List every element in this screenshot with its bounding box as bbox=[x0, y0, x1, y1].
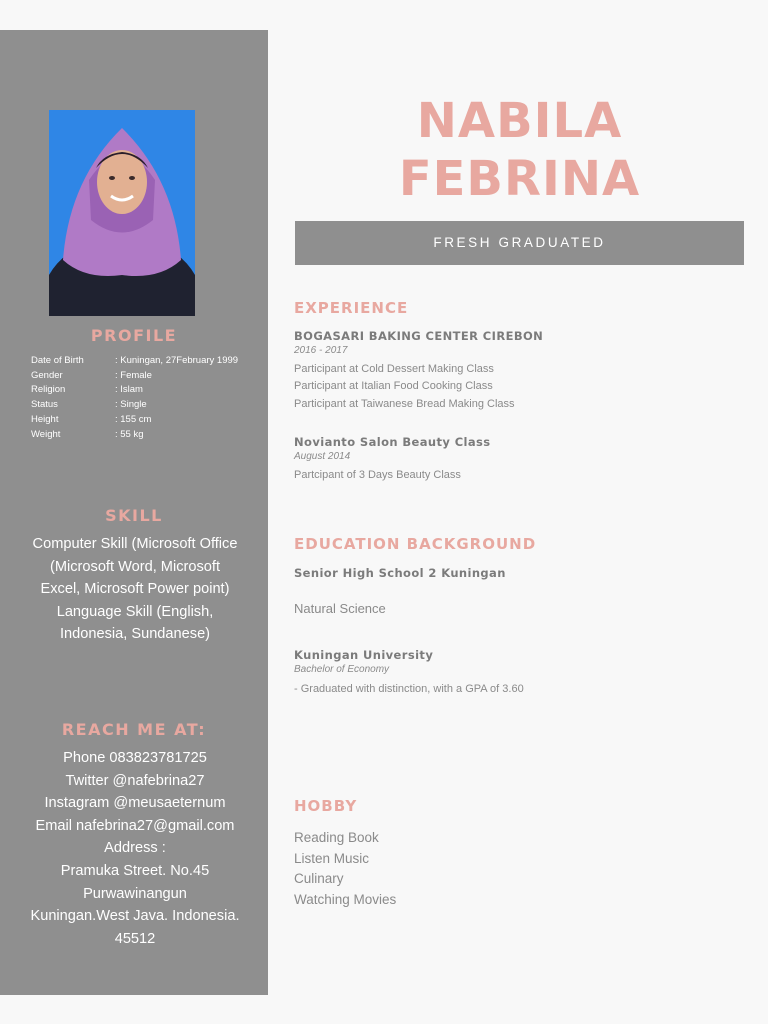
profile-row bbox=[31, 383, 256, 398]
experience-heading: EXPERIENCE bbox=[294, 299, 409, 317]
address-line: Pramuka Street. No.45 bbox=[60, 862, 210, 879]
hobby-item: Watching Movies bbox=[294, 891, 397, 907]
experience-date: 2016 - 2017 bbox=[294, 345, 348, 356]
experience-line: Participant at Cold Dessert Making Class bbox=[294, 363, 494, 375]
profile-value: : 155 cm bbox=[115, 413, 152, 425]
contact-email: Email nafebrina27@gmail.com bbox=[35, 817, 235, 834]
address-line: Kuningan.West Java. Indonesia. bbox=[30, 908, 240, 925]
education-degree: Bachelor of Economy bbox=[294, 664, 390, 675]
education-detail: Natural Science bbox=[294, 601, 386, 616]
profile-row bbox=[31, 369, 256, 384]
profile-row bbox=[31, 413, 256, 428]
experience-line: Participant at Taiwanese Bread Making Class bbox=[294, 397, 515, 410]
skill-line: Excel, Microsoft Power point) bbox=[40, 581, 230, 598]
experience-date: August 2014 bbox=[294, 451, 351, 462]
profile-row bbox=[31, 398, 256, 413]
profile-value: : Islam bbox=[115, 384, 143, 396]
skill-line: Indonesia, Sundanese) bbox=[59, 626, 211, 643]
hobby-item: Culinary bbox=[294, 871, 344, 887]
contact-twitter: Twitter @nafebrina27 bbox=[65, 772, 205, 789]
experience-line: Participant at Italian Food Cooking Class bbox=[294, 380, 493, 393]
skill-list bbox=[22, 533, 248, 646]
profile-key: Religion bbox=[31, 384, 66, 396]
profile-value: : Single bbox=[115, 399, 147, 411]
education-heading: EDUCATION BACKGROUND bbox=[294, 535, 537, 553]
profile-key: Gender bbox=[31, 369, 63, 381]
contact-list bbox=[22, 747, 248, 950]
hobby-list bbox=[294, 828, 396, 910]
reach-heading: REACH ME AT: bbox=[61, 720, 207, 739]
skill-line: (Microsoft Word, Microsoft bbox=[49, 558, 221, 575]
hobby-item: Listen Music bbox=[294, 850, 370, 866]
profile-table bbox=[31, 354, 256, 442]
experience-line: Partcipant of 3 Days Beauty Class bbox=[294, 469, 461, 481]
address-label: Address : bbox=[104, 840, 166, 857]
experience-details bbox=[294, 361, 515, 413]
address-line: Purwawinangun bbox=[83, 885, 187, 902]
skill-line: Language Skill (English, bbox=[56, 603, 214, 620]
profile-row bbox=[31, 354, 256, 369]
sidebar bbox=[0, 30, 268, 995]
skill-heading: SKILL bbox=[105, 506, 163, 525]
profile-key: Date of Birth bbox=[31, 355, 84, 366]
address-line: 45512 bbox=[114, 930, 156, 947]
profile-row bbox=[31, 428, 256, 443]
education-title: Kuningan University bbox=[294, 648, 434, 662]
experience-details bbox=[294, 467, 461, 484]
profile-photo bbox=[49, 110, 195, 316]
experience-title: Novianto Salon Beauty Class bbox=[294, 435, 491, 449]
hobby-heading: HOBBY bbox=[294, 797, 358, 815]
education-detail: - Graduated with distinction, with a GPA of 3.60 bbox=[294, 683, 524, 695]
profile-value: : Female bbox=[115, 369, 152, 381]
profile-key: Weight bbox=[31, 428, 61, 440]
fresh-graduated-banner: FRESH GRADUATED bbox=[295, 221, 744, 265]
profile-heading: PROFILE bbox=[90, 326, 178, 345]
profile-key: Height bbox=[31, 413, 59, 425]
contact-instagram: Instagram @meusaeternum bbox=[44, 795, 226, 812]
hobby-item: Reading Book bbox=[294, 830, 379, 845]
profile-key: Status bbox=[31, 399, 58, 411]
name-last: FEBRINA bbox=[398, 151, 641, 207]
name-first: NABILA bbox=[416, 93, 623, 149]
profile-value: : 55 kg bbox=[115, 428, 144, 440]
experience-title: BOGASARI BAKING CENTER CIREBON bbox=[294, 329, 544, 343]
contact-phone: Phone 083823781725 bbox=[63, 750, 207, 766]
skill-line: Computer Skill (Microsoft Office bbox=[32, 536, 238, 552]
profile-value: : Kuningan, 27February 1999 bbox=[115, 355, 239, 366]
education-title: Senior High School 2 Kuningan bbox=[294, 566, 506, 580]
